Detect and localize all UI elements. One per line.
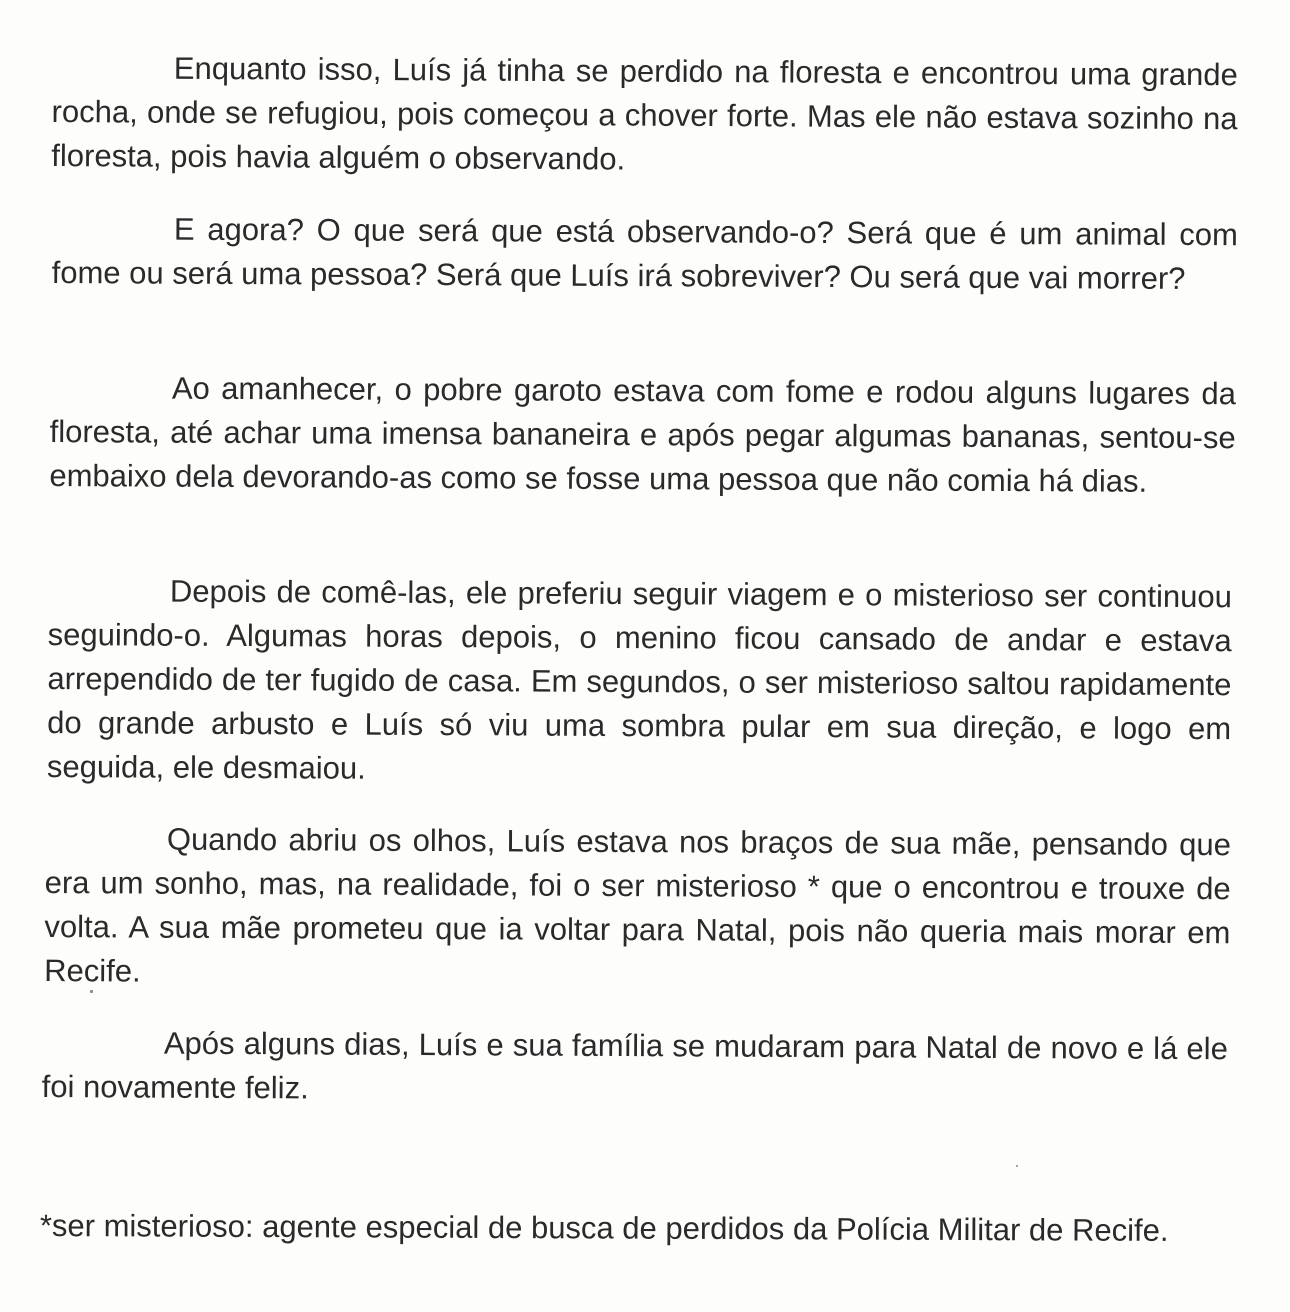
paragraph-indent [48, 601, 170, 602]
scan-speck [1016, 1165, 1018, 1167]
paragraph-indent [52, 239, 174, 240]
paragraph-2 [52, 207, 1238, 301]
paragraph-indent [42, 1053, 164, 1054]
scan-speck [90, 990, 93, 993]
paragraph-5-text: Quando abriu os olhos, Luís estava nos braços de sua mãe, pensando que era um sonho, mas, na realidade, foi o ser misterioso * que o encontrou e trouxe de volta. A sua mãe prometeu que ia voltar para Natal, pois não queria mais morar em Recife. [44, 821, 1231, 989]
paragraph-6-text: Após alguns dias, Luís e sua família se mudaram para Natal de novo e lá ele foi novamente feliz. [41, 1025, 1228, 1106]
paragraph-indent [45, 849, 167, 850]
paragraph-1-text: Enquanto isso, Luís já tinha se perdido na floresta e encontrou uma grande rocha, onde se refugiou, pois começou a chover forte. Mas ele não estava sozinho na floresta, pois havia alguém o observando. [51, 50, 1238, 177]
paragraph-3 [49, 366, 1236, 504]
paragraph-indent [52, 78, 174, 79]
paragraph-4 [47, 569, 1232, 795]
paragraph-1 [51, 46, 1238, 185]
paragraph-6 [42, 1021, 1228, 1115]
paragraph-3-text: Ao amanhecer, o pobre garoto estava com fome e rodou alguns lugares da floresta, até achar uma imensa bananeira e após pegar algumas bananas, sentou-se embaixo dela devorando-as como se fosse uma pessoa que não comia há dias. [49, 370, 1236, 499]
footnote-text: *ser misterioso: agente especial de busca de perdidos da Polícia Militar de Recife. [39, 1208, 1169, 1248]
paragraph-5 [44, 817, 1231, 999]
footnote [40, 1204, 1226, 1253]
paragraph-4-text: Depois de comê-las, ele preferiu seguir viagem e o misterioso ser continuou seguindo-o. Algumas horas depois, o menino ficou cansado de andar e estava arrependido de ter fugido de casa. Em segundos, o ser misterioso saltou rapidamente do grande arbusto e Luís só viu uma sombra pular em sua direção, e logo em seguida, ele desmaiou. [46, 573, 1232, 786]
paragraph-indent [50, 398, 172, 399]
paragraph-2-text: E agora? O que será que está observando-o? Será que é um animal com fome ou será uma pessoa? Será que Luís irá sobreviver? Ou será que vai morrer? [51, 211, 1238, 296]
